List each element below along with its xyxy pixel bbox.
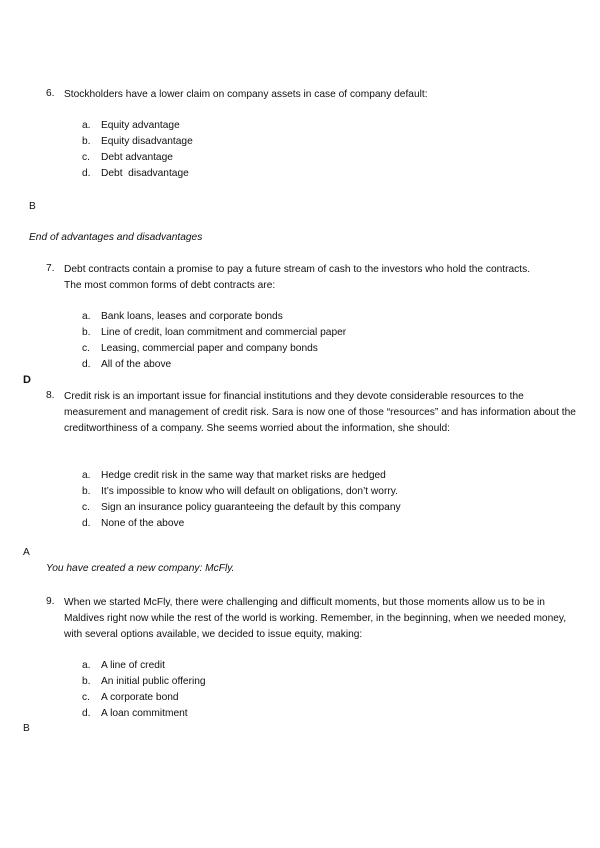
answer-label: B xyxy=(29,201,36,212)
option-text: Equity advantage xyxy=(101,120,180,131)
option-letter: a. xyxy=(82,311,91,322)
option-letter: c. xyxy=(82,152,90,163)
option-letter: a. xyxy=(82,660,91,671)
option-text: Hedge credit risk in the same way that market risks are hedged xyxy=(101,470,386,481)
option-letter: d. xyxy=(82,518,91,529)
question-text: Debt contracts contain a promise to pay a future stream of cash to the investors who hold the contracts. The most common forms of debt contracts are: xyxy=(64,264,531,291)
option-letter: d. xyxy=(82,708,91,719)
section-end-note: End of advantages and disadvantages xyxy=(29,232,203,243)
option-letter: a. xyxy=(82,470,91,481)
option-text: Line of credit, loan commitment and commercial paper xyxy=(101,327,347,338)
question-number: 7. xyxy=(46,263,55,274)
question-text: Stockholders have a lower claim on company assets in case of company default: xyxy=(64,89,428,100)
option-text: Leasing, commercial paper and company bonds xyxy=(101,343,318,354)
question-text: Credit risk is an important issue for financial institutions and they devote considerable resources to the measurement and management of credit risk. Sara is now one of those “resources” and has information about the creditworthiness of a company. She seems worried about the information, she should: xyxy=(64,391,576,434)
option-letter: c. xyxy=(82,343,90,354)
option-text: A line of credit xyxy=(101,660,165,671)
option-letter: b. xyxy=(82,676,91,687)
question-text: When we started McFly, there were challenging and difficult moments, but those moments allow us to be in Maldives right now while the rest of the world is working. Remember, in the beginning, when we needed money, with several options available, we decided to issue equity, making: xyxy=(64,597,567,640)
option-letter: b. xyxy=(82,327,91,338)
answer-label: D xyxy=(23,374,31,386)
answer-label: A xyxy=(23,547,30,558)
question-number: 6. xyxy=(46,88,55,99)
option-text: An initial public offering xyxy=(101,676,206,687)
option-text: Bank loans, leases and corporate bonds xyxy=(101,311,283,322)
option-text: Equity disadvantage xyxy=(101,136,193,147)
question-number: 8. xyxy=(46,390,55,401)
option-letter: b. xyxy=(82,486,91,497)
option-letter: c. xyxy=(82,692,90,703)
option-text: None of the above xyxy=(101,518,185,529)
option-letter: a. xyxy=(82,120,91,131)
option-text: A loan commitment xyxy=(101,708,188,719)
option-text: A corporate bond xyxy=(101,692,179,703)
option-letter: d. xyxy=(82,359,91,370)
option-text: All of the above xyxy=(101,359,172,370)
question-number: 9. xyxy=(46,596,55,607)
option-text: Debt advantage xyxy=(101,152,173,163)
option-letter: b. xyxy=(82,136,91,147)
option-text: Sign an insurance policy guaranteeing the default by this company xyxy=(101,502,401,513)
option-letter: d. xyxy=(82,168,91,179)
scenario-note: You have created a new company: McFly. xyxy=(46,563,235,574)
option-text: It’s impossible to know who will default on obligations, don’t worry. xyxy=(101,486,398,497)
answer-label: B xyxy=(23,723,30,734)
option-text: Debt disadvantage xyxy=(101,168,189,179)
option-letter: c. xyxy=(82,502,90,513)
